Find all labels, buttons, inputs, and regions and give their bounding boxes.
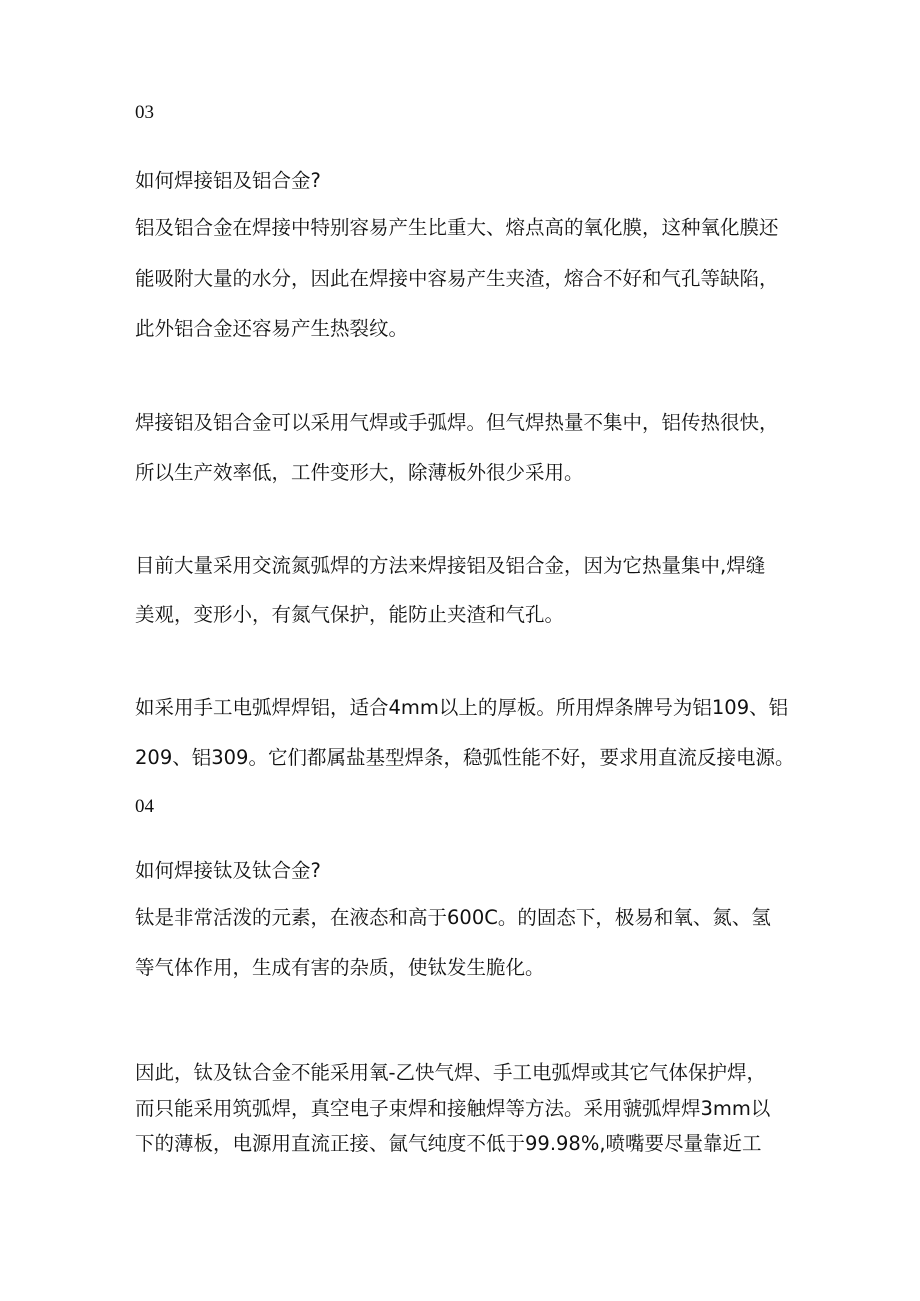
paragraph-line: 美观，变形小，有氮气保护，能防止夹渣和气孔。 (135, 603, 565, 626)
paragraph-line: 209、铝309。它们都属盐基型焊条，稳弧性能不好，要求用直流反接电源。 (135, 746, 795, 769)
section-number: 03 (135, 102, 154, 123)
paragraph-line: 而只能采用筑弧焊，真空电子束焊和接触焊等方法。采用虢弧焊焊3mm以 (135, 1097, 771, 1120)
paragraph-line: 目前大量采用交流氮弧焊的方法来焊接铝及铝合金，因为它热量集中,焊缝 (135, 554, 766, 577)
paragraph-line: 因此，钛及钛合金不能采用氧-乙快气焊、手工电弧焊或其它气体保护焊， (135, 1061, 767, 1084)
paragraph-line: 钛是非常活泼的元素，在液态和高于600C。的固态下，极易和氧、氮、氢 (135, 906, 771, 929)
paragraph-line: 焊接铝及铝合金可以采用气焊或手弧焊。但气焊热量不集中，铝传热很快， (135, 411, 779, 434)
paragraph-line: 铝及铝合金在焊接中特别容易产生比重大、熔点高的氧化膜，这种氧化膜还 (135, 216, 779, 239)
paragraph-line: 如采用手工电弧焊焊铝，适合4mm以上的厚板。所用焊条牌号为铝109、铝 (135, 696, 789, 719)
paragraph-line: 等气体作用，生成有害的杂质，使钛发生脆化。 (135, 956, 545, 979)
paragraph-line: 下的薄板，电源用直流正接、氤气纯度不低于99.98%,喷嘴要尽量靠近工 (135, 1132, 762, 1155)
section-heading: 如何焊接钛及钛合金? (135, 859, 321, 882)
paragraph-line: 此外铝合金还容易产生热裂纹。 (135, 317, 409, 340)
section-number: 04 (135, 796, 154, 817)
paragraph-line: 所以生产效率低，工件变形大，除薄板外很少采用。 (135, 461, 584, 484)
section-heading: 如何焊接铝及铝合金? (135, 169, 321, 192)
paragraph-line: 能吸附大量的水分，因此在焊接中容易产生夹渣，熔合不好和气孔等缺陷， (135, 267, 779, 290)
